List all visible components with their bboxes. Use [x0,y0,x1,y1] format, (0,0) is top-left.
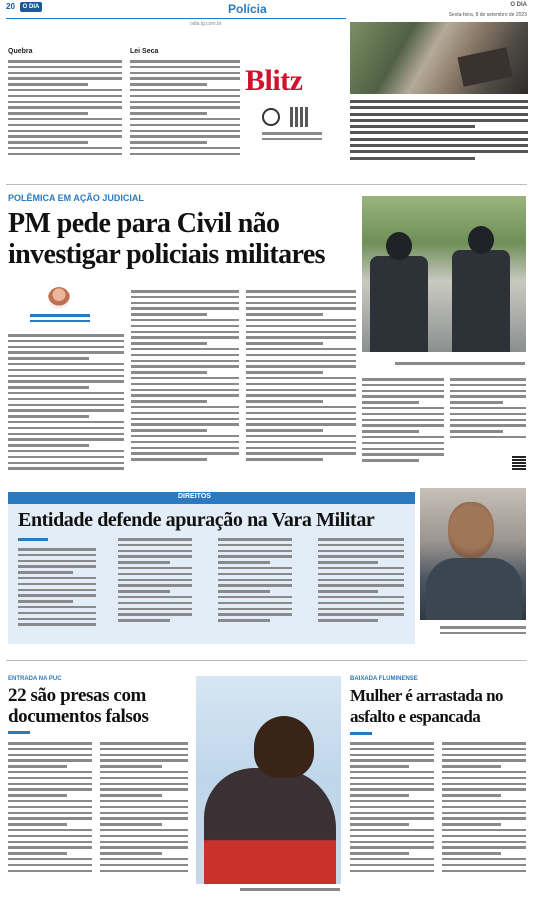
box-col-1 [18,548,96,629]
website-url: odia.ig.com.br [190,21,222,27]
main-col-5 [450,378,526,442]
main-col-4 [362,378,444,465]
box-byline [18,538,48,544]
top-photo-caption-text [350,100,528,163]
header-rule [6,18,346,19]
police-photo-caption [395,362,525,368]
section-title: Polícia [228,2,267,16]
column-head-lei-seca: Lei Seca [130,48,159,55]
blitz-caption [262,132,322,144]
newspaper-logo: O DIA [20,2,42,12]
police-photo [362,196,526,352]
author-name [30,314,90,326]
divider [6,660,527,661]
story4-byline [350,732,372,738]
story4-col-2 [442,742,526,875]
story3-col-2 [100,742,188,875]
box-col-3 [218,538,292,625]
story3-col-1 [8,742,92,875]
main-col-3 [246,290,356,464]
story3-byline [8,731,30,737]
main-col-2 [131,290,239,464]
box-col-4 [318,538,404,625]
woman-photo [196,676,341,884]
story4-kicker: BAIXADA FLUMINENSE [350,676,418,682]
box-headline: Entidade defende apuração na Vara Militar [18,509,375,531]
story4-col-1 [350,742,434,875]
story3-headline: 22 são presas com documentos falsos [8,685,149,727]
top-photo [350,22,528,94]
divider [6,184,527,185]
qr-code-icon [512,456,526,470]
qr-code-icon [290,107,310,127]
column-text-2 [130,60,240,159]
section-label: DIREITOS [178,493,211,500]
column-head-quebra: Quebra [8,48,33,55]
portrait-caption [440,626,526,638]
author-avatar [48,287,70,309]
edition-date: Sexta-feira, 8 de setembro de 2023 [448,12,527,18]
woman-photo-caption [240,888,340,894]
officer-portrait [420,488,526,620]
main-headline: PM pede para Civil não investigar policiais militares [8,208,325,270]
main-col-1 [8,334,124,473]
story4-headline: Mulher é arrastada no asfalto e espancada [350,686,504,726]
publication-name: O DIA [510,2,527,8]
whatsapp-icon [262,108,280,126]
box-col-2 [118,538,192,625]
page-number: 20 [6,2,15,11]
main-kicker: POLÊMICA EM AÇÃO JUDICIAL [8,193,144,203]
story3-kicker: ENTRADA NA PUC [8,676,62,682]
section-bar [8,492,415,504]
column-text-1 [8,60,122,159]
blitz-title: Blitz [245,64,303,97]
